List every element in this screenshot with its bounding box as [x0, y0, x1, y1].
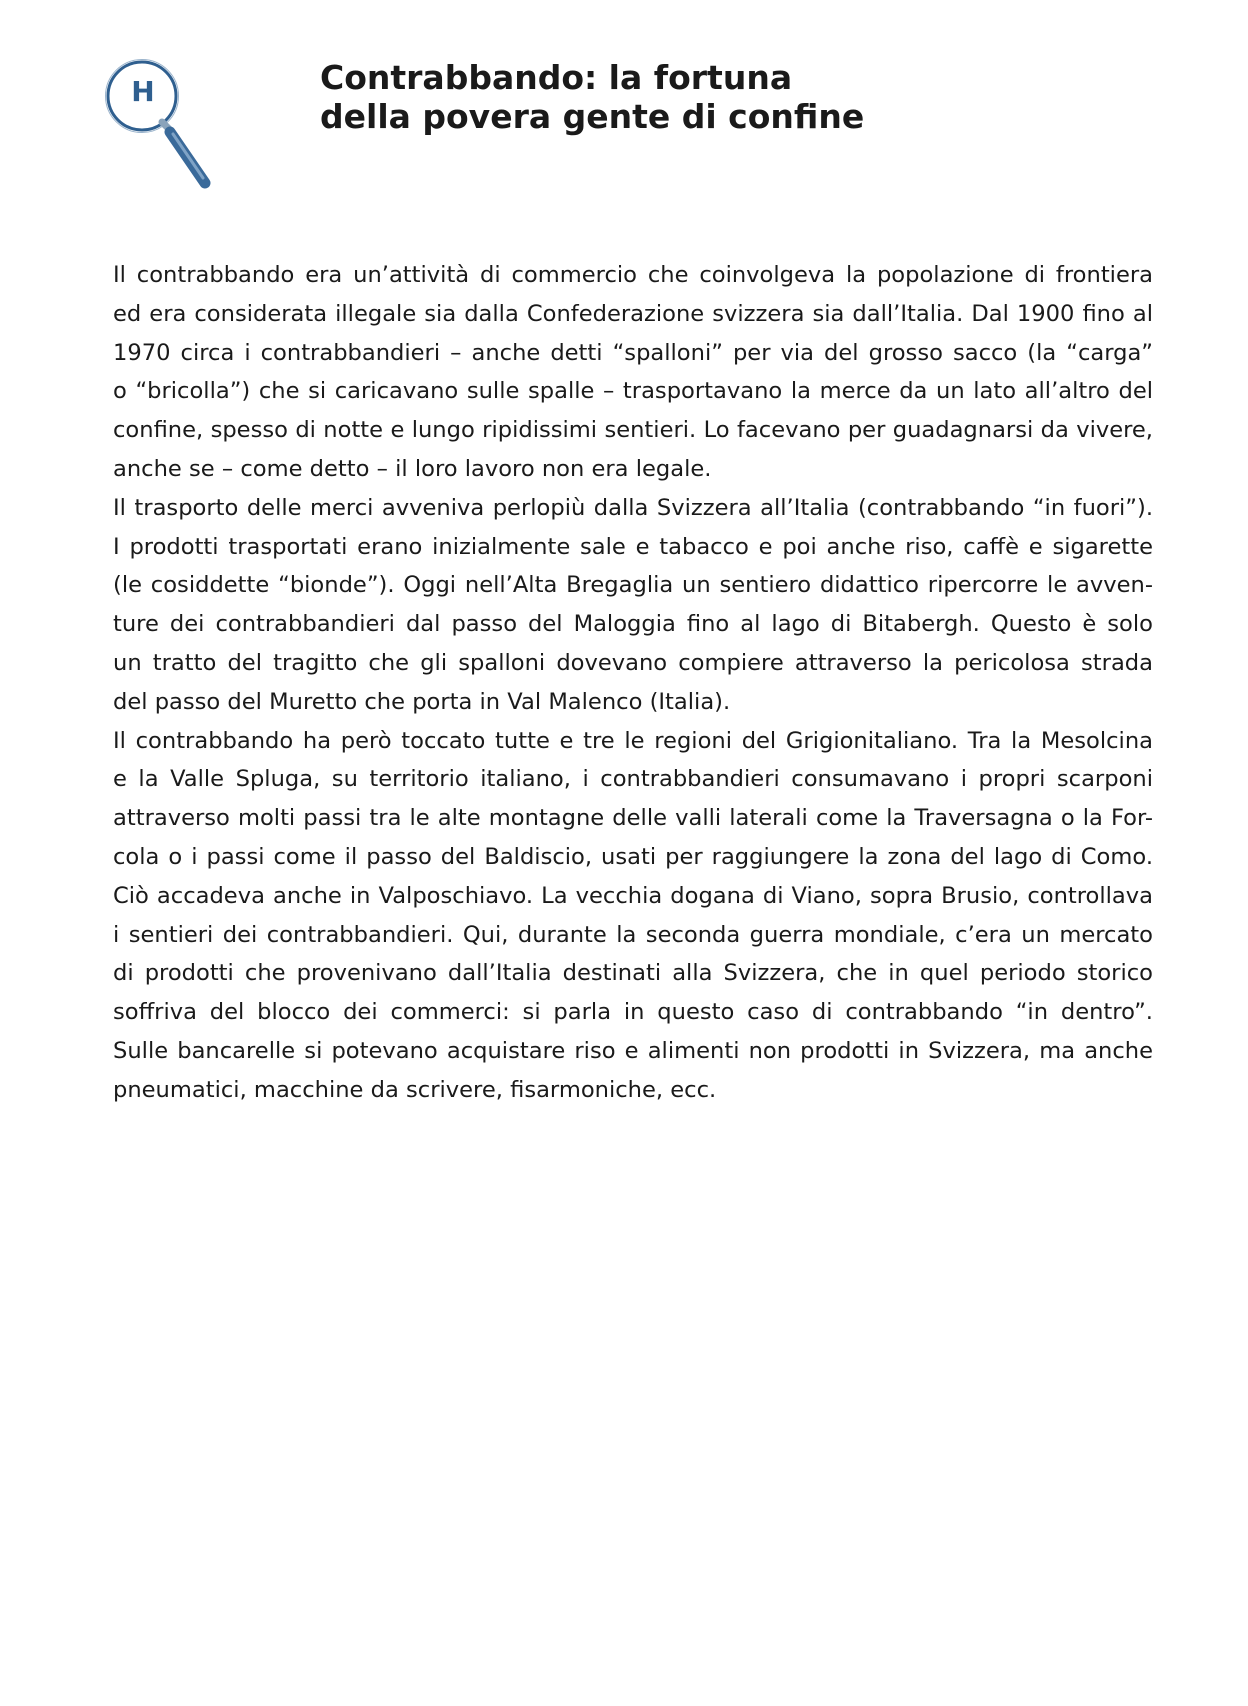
text-line: pneumatici, macchine da scrivere, fisarmoniche, ecc. [113, 1076, 717, 1103]
text-line: I prodotti trasportati erano inizialmente sale e tabacco e poi anche riso, caffè e sigarette [113, 533, 1153, 560]
text-line: Sulle bancarelle si potevano acquistare riso e alimenti non prodotti in Svizzera, ma anche [113, 1037, 1153, 1064]
text-line: i sentieri dei contrabbandieri. Qui, durante la seconda guerra mondiale, c’era un mercato [113, 921, 1153, 948]
text-line: e la Valle Spluga, su territorio italiano, i contrabbandieri consumavano i propri scarponi [113, 766, 1153, 793]
text-line: di prodotti che provenivano dall’Italia destinati alla Svizzera, che in quel periodo storico [113, 960, 1153, 987]
body-paragraphs [113, 256, 1153, 1110]
text-line: attraverso molti passi tra le alte montagne delle valli laterali come la Traversagna o la For- [113, 805, 1153, 832]
text-line: confine, spesso di notte e lungo ripidissimi sentieri. Lo facevano per guadagnarsi da vivere, [113, 417, 1153, 444]
text-line: (le cosiddette “bionde”). Oggi nell’Alta Bregaglia un sentiero didattico ripercorre le avven- [113, 572, 1153, 599]
text-line: del passo del Muretto che porta in Val Malenco (Italia). [113, 688, 731, 715]
text-line: Il contrabbando era un’attività di commercio che coinvolgeva la popolazione di frontiera [113, 262, 1153, 288]
text-line: o “bricolla”) che si caricavano sulle spalle – trasportavano la merce da un lato all’altro del [113, 378, 1153, 405]
text-line: cola o i passi come il passo del Baldiscio, usati per raggiungere la zona del lago di Como. [113, 843, 1153, 870]
text-line: Il contrabbando ha però toccato tutte e tre le regioni del Grigionitaliano. Tra la Mesolcina [113, 727, 1153, 754]
text-line: anche se – come detto – il loro lavoro non era legale. [113, 455, 712, 482]
text-line: ture dei contrabbandieri dal passo del Maloggia fino al lago di Bitabergh. Questo è solo [113, 611, 1153, 638]
text-line: Il trasporto delle merci avveniva perlopiù dalla Svizzera all’Italia (contrabbando “in fuori”). [113, 494, 1153, 521]
text-line: un tratto del tragitto che gli spalloni dovevano compiere attraverso la pericolosa strada [113, 649, 1153, 676]
page-title [320, 58, 1020, 136]
text-line: 1970 circa i contrabbandieri – anche detti “spalloni” per via del grosso sacco (la “carga” [113, 339, 1153, 366]
text-line: ed era considerata illegale sia dalla Confederazione svizzera sia dall’Italia. Dal 1900 fino al [113, 300, 1153, 327]
text-line: soffriva del blocco dei commerci: si parla in questo caso di contrabbando “in dentro”. [113, 999, 1153, 1026]
section-badge-letter: H [131, 75, 155, 108]
title-line-2: della povera gente di confine [320, 97, 865, 136]
title-line-1: Contrabbando: la fortuna [320, 58, 793, 97]
text-line: Ciò accadeva anche in Valposchiavo. La vecchia dogana di Viano, sopra Brusio, controllava [113, 882, 1153, 909]
